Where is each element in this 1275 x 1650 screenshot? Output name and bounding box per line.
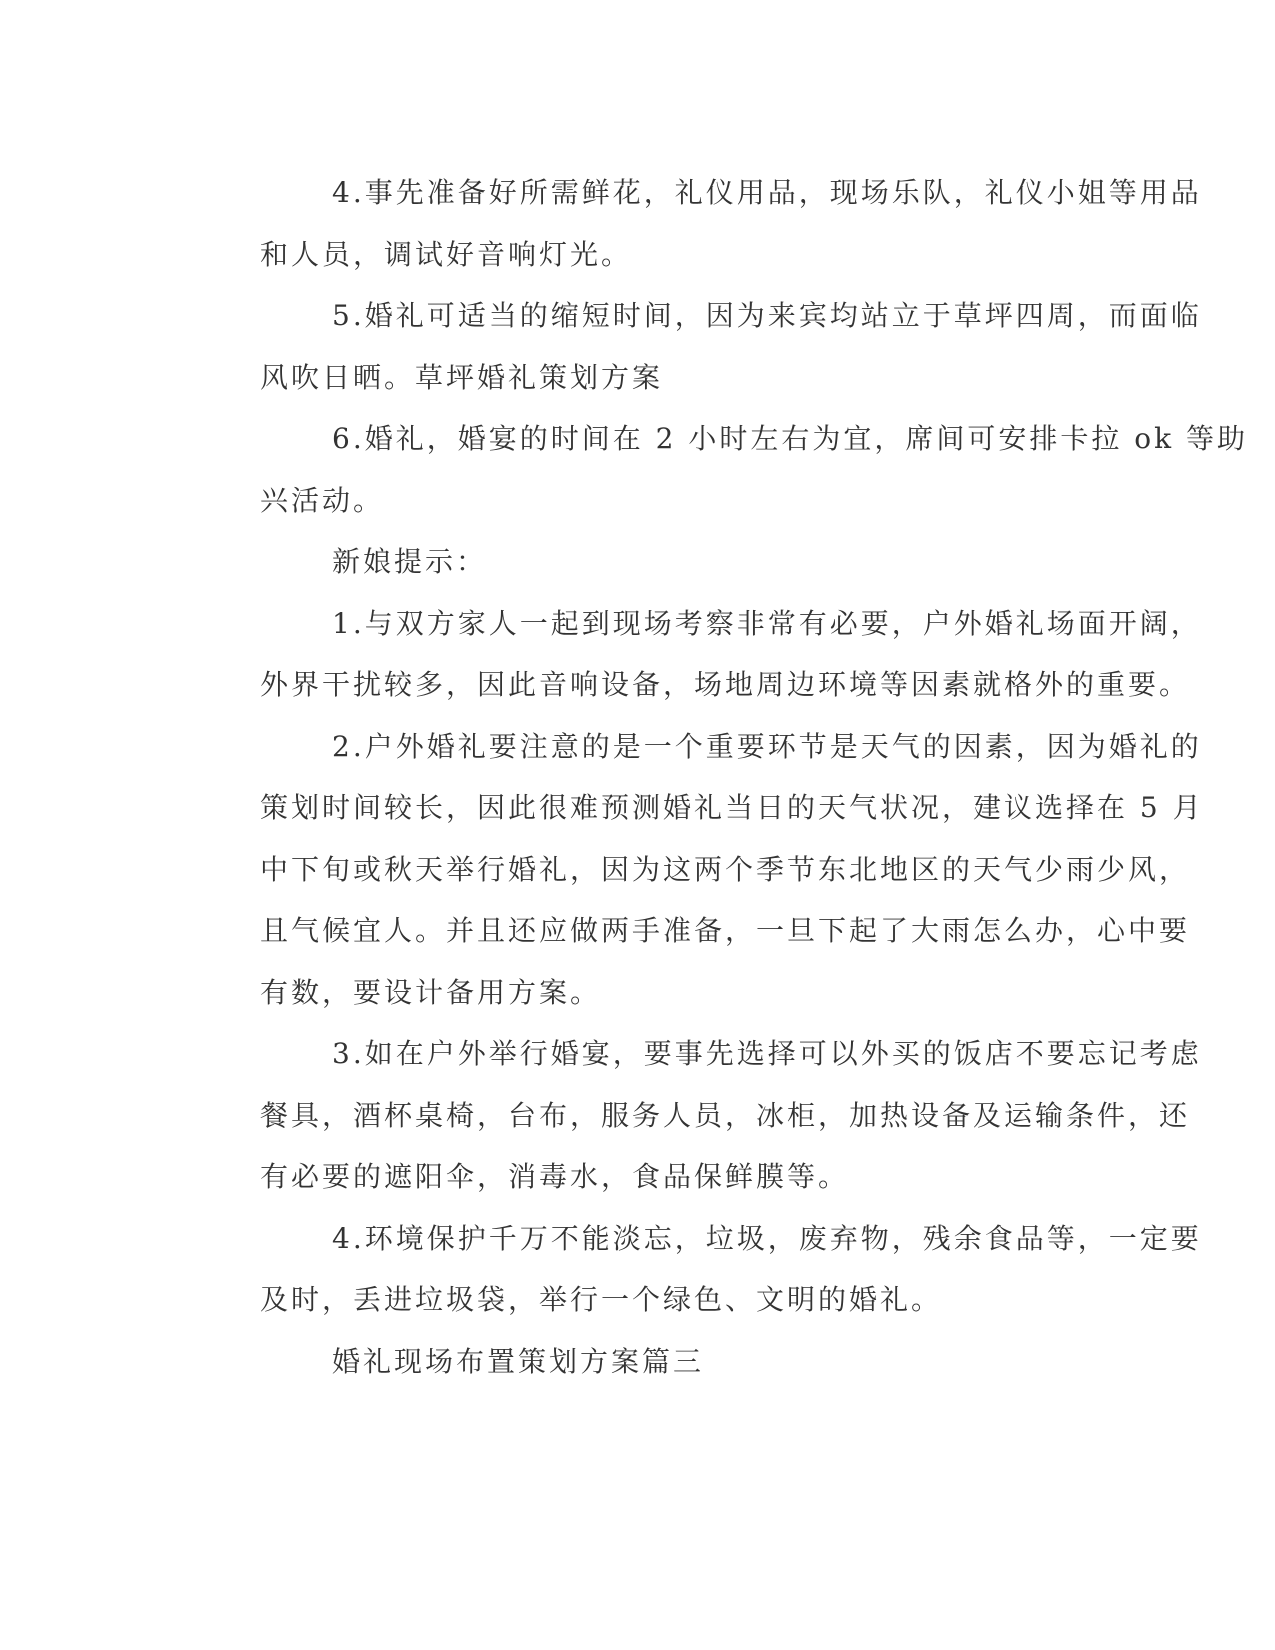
text-line: 及时，丢进垃圾袋，举行一个绿色、文明的婚礼。 — [260, 1283, 943, 1316]
text-line: 策划时间较长，因此很难预测婚礼当日的天气状况，建议选择在 5 月 — [260, 791, 1204, 824]
text-line: 外界干扰较多，因此音响设备，场地周边环境等因素就格外的重要。 — [260, 668, 1191, 701]
text-line: 2.户外婚礼要注意的是一个重要环节是天气的因素，因为婚礼的 — [332, 729, 1202, 763]
text-line: 1.与双方家人一起到现场考察非常有必要，户外婚礼场面开阔， — [332, 606, 1202, 640]
text-line: 餐具，酒杯桌椅，台布，服务人员，冰柜，加热设备及运输条件，还 — [260, 1098, 1191, 1132]
text-line: 兴活动。 — [260, 483, 385, 517]
text-line: 中下旬或秋天举行婚礼，因为这两个季节东北地区的天气少雨少风， — [260, 852, 1191, 886]
section-heading-part-three — [188, 1331, 1068, 1393]
text-line: 且气候宜人。并且还应做两手准备，一旦下起了大雨怎么办，心中要 — [260, 914, 1191, 947]
paragraph-tip-3 — [188, 1023, 1202, 1208]
text-line: 有必要的遮阳伞，消毒水，食品保鲜膜等。 — [260, 1160, 850, 1193]
section-heading-bride-tips — [188, 531, 1068, 593]
text-line: 新娘提示： — [332, 545, 488, 578]
paragraph-tip-2 — [188, 716, 1204, 1024]
text-line: 和人员，调试好音响灯光。 — [260, 237, 633, 271]
text-line: 6.婚礼，婚宴的时间在 2 小时左右为宜，席间可安排卡拉 ok 等助 — [332, 422, 1248, 455]
text-line: 婚礼现场布置策划方案篇三 — [332, 1344, 705, 1378]
text-line: 风吹日晒。草坪婚礼策划方案 — [260, 360, 664, 394]
text-line: 4.事先准备好所需鲜花，礼仪用品，现场乐队，礼仪小姐等用品 — [332, 176, 1202, 209]
text-line: 有数，要设计备用方案。 — [260, 975, 602, 1009]
paragraph-item-5-duration — [188, 285, 1202, 408]
text-line: 3.如在户外举行婚宴，要事先选择可以外买的饭店不要忘记考虑 — [332, 1037, 1202, 1070]
paragraph-item-4-preparation — [188, 162, 1202, 285]
paragraph-item-6-time — [188, 408, 1248, 531]
paragraph-tip-4 — [188, 1208, 1202, 1331]
text-line: 5.婚礼可适当的缩短时间，因为来宾均站立于草坪四周，而面临 — [332, 299, 1202, 332]
document-body — [188, 162, 1248, 1392]
text-line: 4.环境保护千万不能淡忘，垃圾，废弃物，残余食品等，一定要 — [332, 1221, 1202, 1255]
paragraph-tip-1 — [188, 593, 1202, 716]
